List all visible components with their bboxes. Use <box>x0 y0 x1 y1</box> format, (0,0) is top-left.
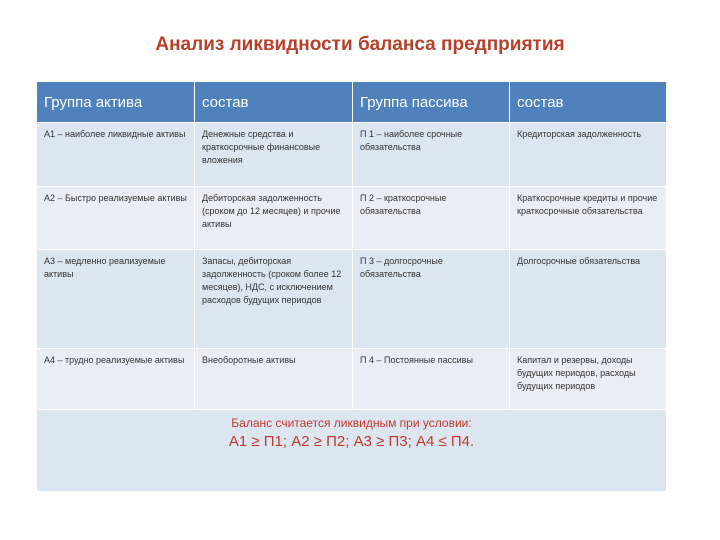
asset-group-cell: А4 – трудно реализуемые активы <box>37 349 195 410</box>
liability-group-cell: П 3 – долгосрочные обязательства <box>353 250 510 349</box>
liability-group-cell: П 2 – краткосрочные обязательства <box>353 187 510 250</box>
asset-group-cell: А2 – Быстро реализуемые активы <box>37 187 195 250</box>
header-liability-composition: состав <box>510 82 667 123</box>
header-liability-group: Группа пассива <box>353 82 510 123</box>
table-row <box>37 349 667 410</box>
slide-title: Анализ ликвидности баланса предприятия <box>155 34 565 55</box>
liability-composition-cell: Кредиторская задолженность <box>510 123 667 187</box>
liability-group-cell: П 1 – наиболее срочные обязательства <box>353 123 510 187</box>
asset-composition-cell: Дебиторская задолженность (сроком до 12 месяцев) и прочие активы <box>195 187 353 250</box>
condition-formula: А1 ≥ П1; А2 ≥ П2; А3 ≥ П3; А4 ≤ П4. <box>228 433 475 450</box>
asset-composition-cell: Денежные средства и краткосрочные финансовые вложения <box>195 123 353 187</box>
table-row <box>37 187 667 250</box>
liability-composition-cell: Капитал и резервы, доходы будущих периодов, расходы будущих периодов <box>510 349 667 410</box>
liability-composition-cell: Краткосрочные кредиты и прочие краткосрочные обязательства <box>510 187 667 250</box>
liability-composition-cell: Долгосрочные обязательства <box>510 250 667 349</box>
liability-group-cell: П 4 – Постоянные пассивы <box>353 349 510 410</box>
header-asset-group: Группа актива <box>37 82 195 123</box>
table-row <box>37 250 667 349</box>
condition-cell <box>37 410 667 492</box>
condition-text: Баланс считается ликвидным при условии: <box>231 416 472 430</box>
liquidity-table <box>36 81 667 492</box>
header-asset-composition: состав <box>195 82 353 123</box>
table-header-row <box>37 82 667 123</box>
asset-group-cell: А1 – наиболее ликвидные активы <box>37 123 195 187</box>
condition-row <box>37 410 667 492</box>
asset-group-cell: А3 – медленно реализуемые активы <box>37 250 195 349</box>
asset-composition-cell: Запасы, дебиторская задолженность (сроком более 12 месяцев), НДС, с исключением расходов будущих периодов <box>195 250 353 349</box>
asset-composition-cell: Внеоборотные активы <box>195 349 353 410</box>
table-row <box>37 123 667 187</box>
